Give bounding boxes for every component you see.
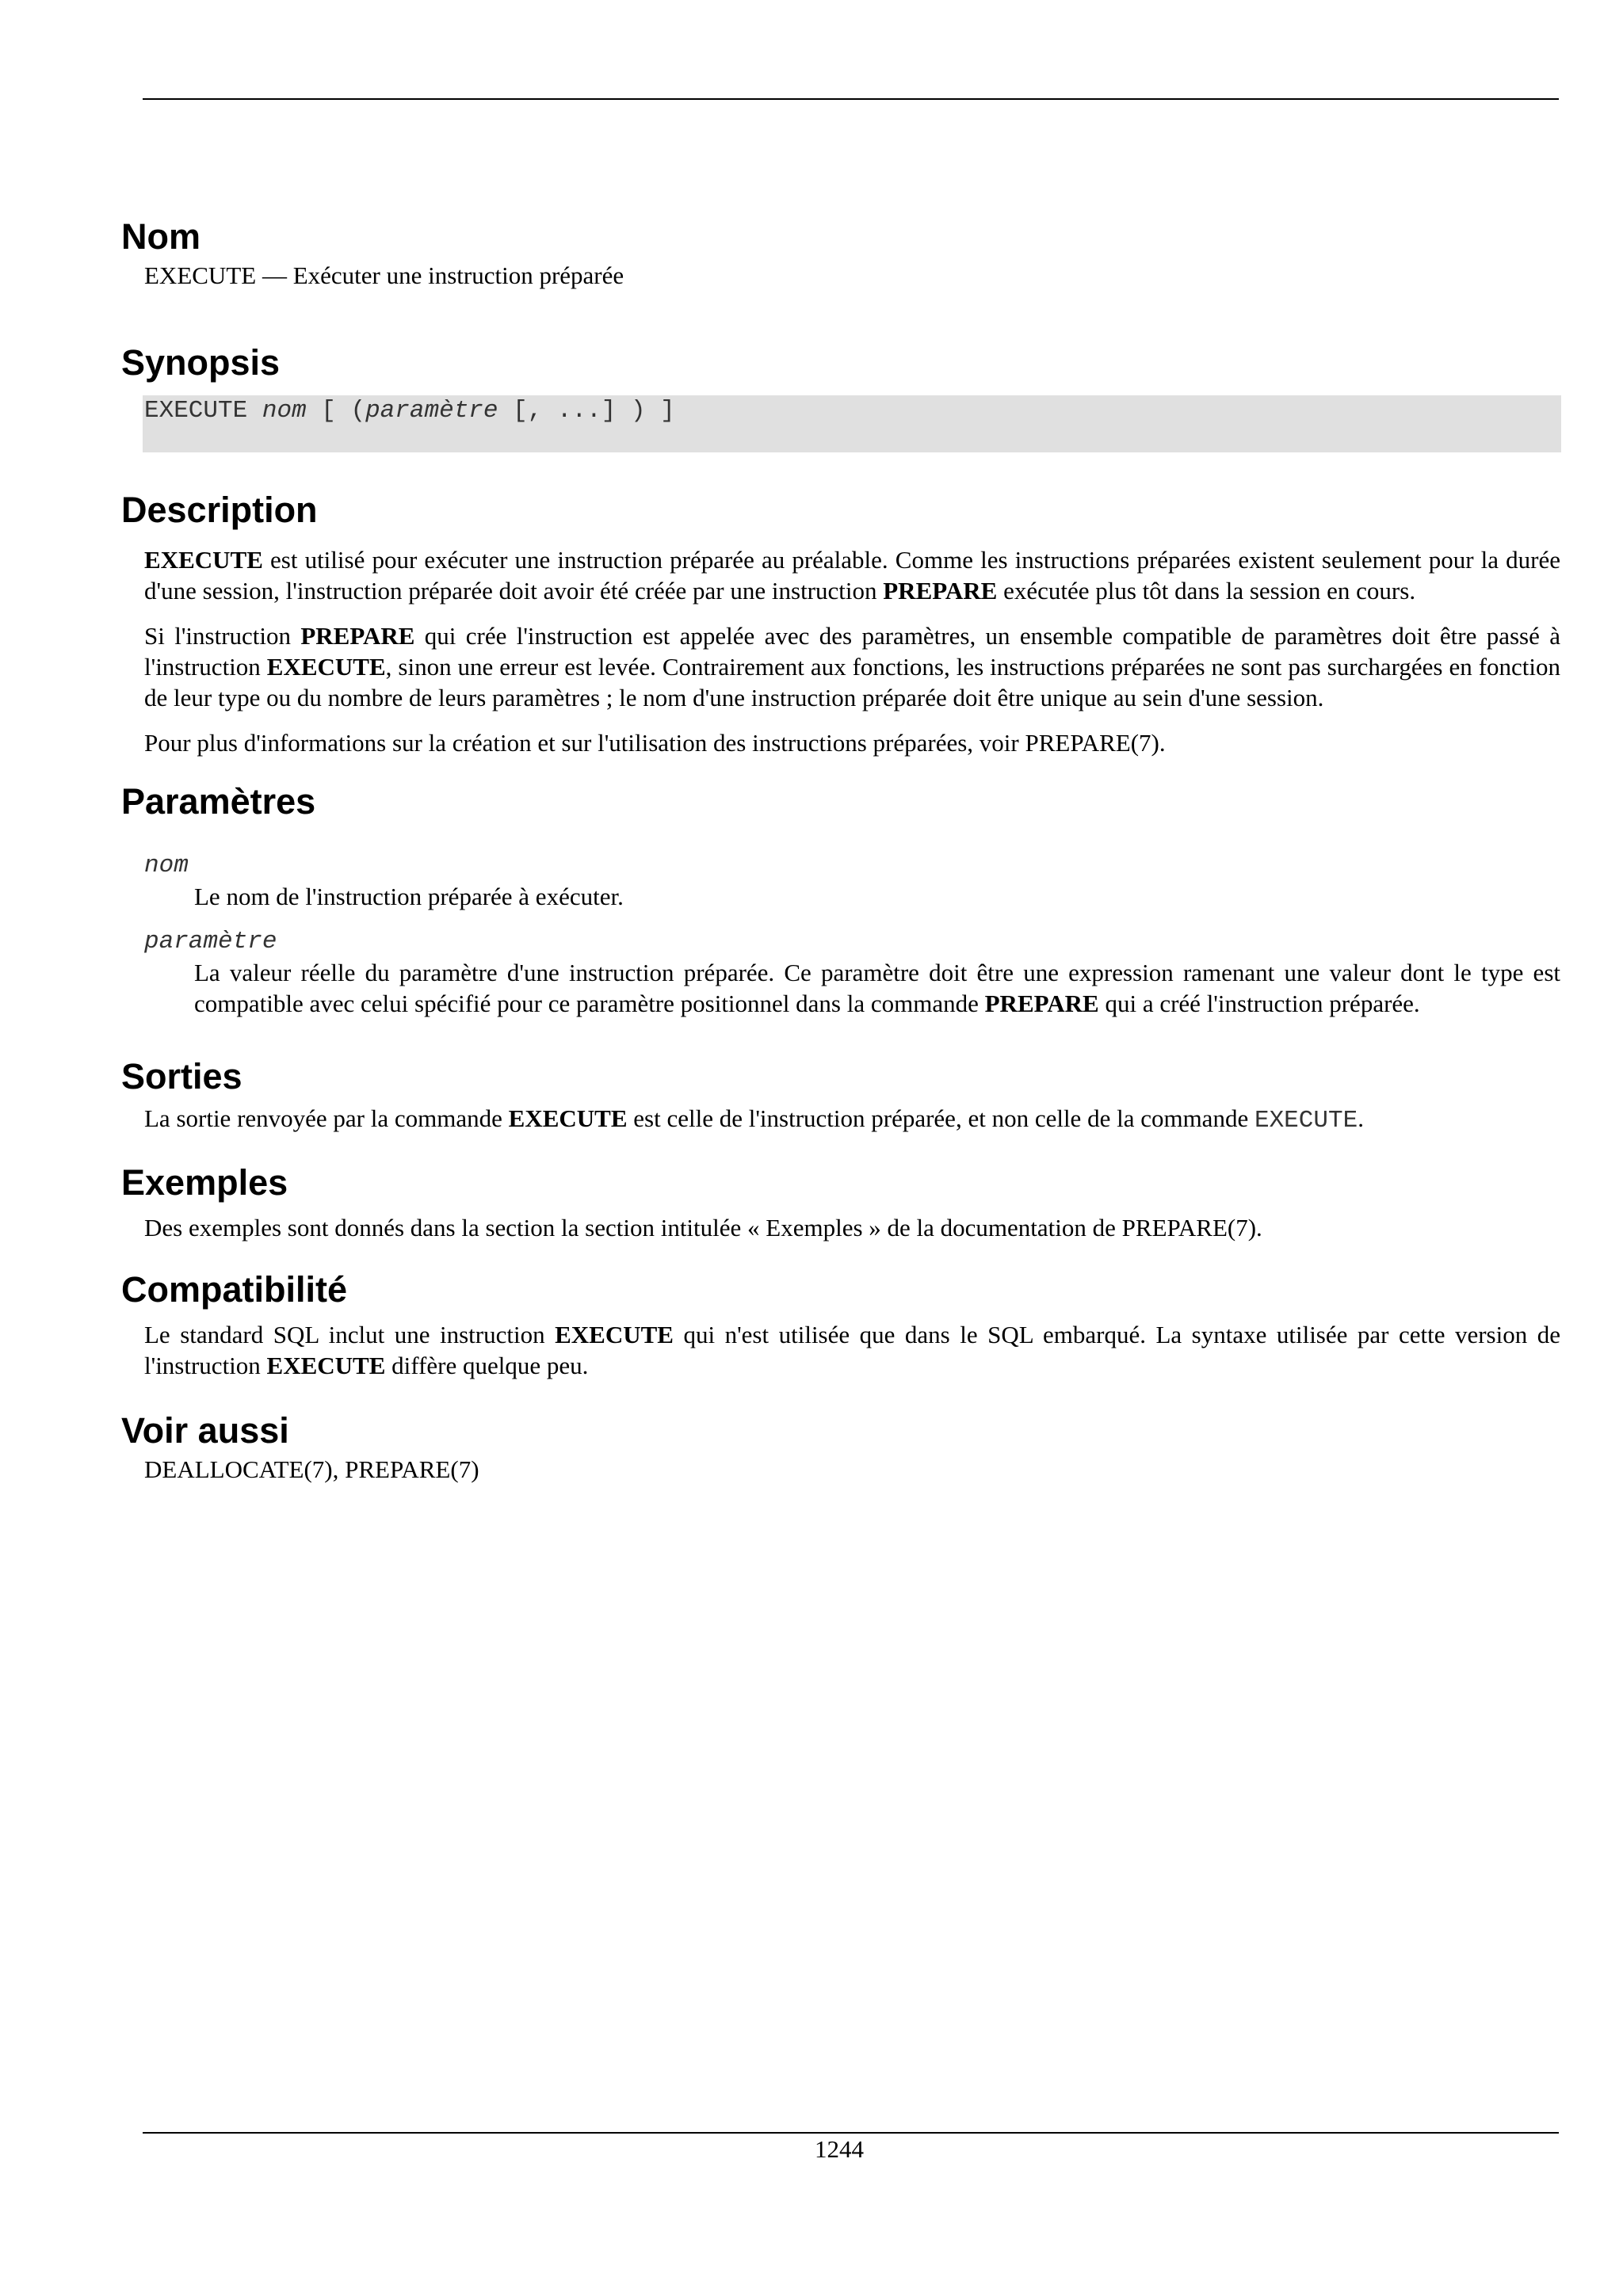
compatibilite-paragraph — [144, 1319, 1560, 1381]
section-parametres — [121, 779, 1560, 1019]
parameter-list — [121, 850, 1560, 1019]
parameter-def-parametre — [194, 957, 1560, 1019]
synopsis-arg-nom: nom — [262, 397, 307, 425]
section-heading-parametres: Paramètres — [121, 781, 316, 822]
bold-execute: EXECUTE — [508, 1104, 628, 1132]
bold-prepare: PREPARE — [883, 577, 998, 605]
bold-prepare: PREPARE — [984, 990, 1099, 1017]
section-exemples — [121, 1160, 1560, 1243]
description-paragraph-1 — [144, 544, 1560, 606]
text-run: qui a créé l'instruction préparée. — [1098, 990, 1420, 1017]
synopsis-command: EXECUTE — [144, 397, 248, 425]
section-compatibilite — [121, 1267, 1560, 1381]
description-body — [144, 544, 1560, 758]
text-run: , sinon une erreur est levée. Contrairement aux fonctions, les instructions préparées ne sont pas surchargées en fonction de leur type ou du nombre de leurs paramètres ; le nom d'une instruction préparée doit être unique au sein d'une session. — [144, 653, 1560, 711]
text-run: La valeur réelle du paramètre d'une instruction préparée. Ce paramètre doit être une expression ramenant une valeur dont le type est compatible avec celui spécifié pour ce paramètre positionnel dans la commande — [194, 959, 1560, 1017]
bold-execute: EXECUTE — [266, 1352, 386, 1379]
text-run: qui n'est utilisée que dans le SQL embarqué. La syntaxe utilisée par cette version de l'instruction — [144, 1321, 1560, 1379]
section-nom — [121, 214, 1560, 291]
exemples-paragraph: Des exemples sont donnés dans la section la section intitulée « Exemples » de la documentation de PREPARE(7). — [144, 1214, 1262, 1241]
sorties-paragraph — [144, 1103, 1560, 1136]
description-paragraph-3: Pour plus d'informations sur la création et sur l'utilisation des instructions préparées, voir PREPARE(7). — [144, 729, 1166, 757]
section-heading-compatibilite: Compatibilité — [121, 1269, 348, 1310]
synopsis-arg-parametre: paramètre — [365, 397, 498, 425]
text-run: Si l'instruction — [144, 622, 301, 650]
section-sorties — [121, 1054, 1560, 1136]
section-synopsis — [121, 340, 1560, 452]
synopsis-code-block — [143, 395, 1561, 452]
footer-rule — [143, 2132, 1559, 2134]
parameter-term-nom: nom — [144, 852, 189, 879]
parameter-term-parametre: paramètre — [144, 928, 277, 955]
text-run: est utilisé pour exécuter une instruction préparée au préalable. Comme les instructions préparées existent seulement pour la durée d'une session, l'instruction préparée doit avoir été créée par une instruction — [144, 546, 1560, 605]
text-run: Le standard SQL inclut une instruction — [144, 1321, 556, 1348]
bold-execute: EXECUTE — [144, 546, 263, 574]
section-description — [121, 487, 1560, 758]
section-voir-aussi — [121, 1408, 1560, 1485]
section-heading-description: Description — [121, 490, 318, 530]
description-paragraph-2 — [144, 620, 1560, 713]
section-heading-nom: Nom — [121, 216, 200, 257]
section-heading-synopsis: Synopsis — [121, 342, 281, 383]
nom-text: EXECUTE — Exécuter une instruction préparée — [144, 261, 624, 289]
text-run: La sortie renvoyée par la commande — [144, 1104, 509, 1132]
synopsis-open: [ ( — [306, 397, 366, 425]
text-run: . — [1358, 1104, 1364, 1132]
text-run: qui crée l'instruction est appelée avec des paramètres, un ensemble compatible de paramètres doit être passé à l'instruction — [144, 622, 1560, 681]
parameter-def-nom: Le nom de l'instruction préparée à exécuter. — [194, 883, 624, 910]
header-rule — [143, 98, 1559, 100]
voir-aussi-links: DEALLOCATE(7), PREPARE(7) — [144, 1455, 479, 1483]
text-run: diffère quelque peu. — [385, 1352, 589, 1379]
bold-execute: EXECUTE — [555, 1321, 674, 1348]
page-content — [121, 214, 1560, 1485]
section-heading-exemples: Exemples — [121, 1162, 288, 1203]
text-run: est celle de l'instruction préparée, et non celle de la commande — [627, 1104, 1254, 1132]
text-run: exécutée plus tôt dans la session en cours. — [997, 577, 1416, 605]
bold-execute: EXECUTE — [266, 653, 386, 681]
section-heading-sorties: Sorties — [121, 1056, 242, 1097]
synopsis-close: [, ...] ) ] — [498, 397, 675, 425]
bold-prepare: PREPARE — [300, 622, 415, 650]
inline-code-execute: EXECUTE — [1254, 1107, 1358, 1135]
page-number: 1244 — [815, 2135, 864, 2163]
section-heading-voir-aussi: Voir aussi — [121, 1410, 289, 1451]
